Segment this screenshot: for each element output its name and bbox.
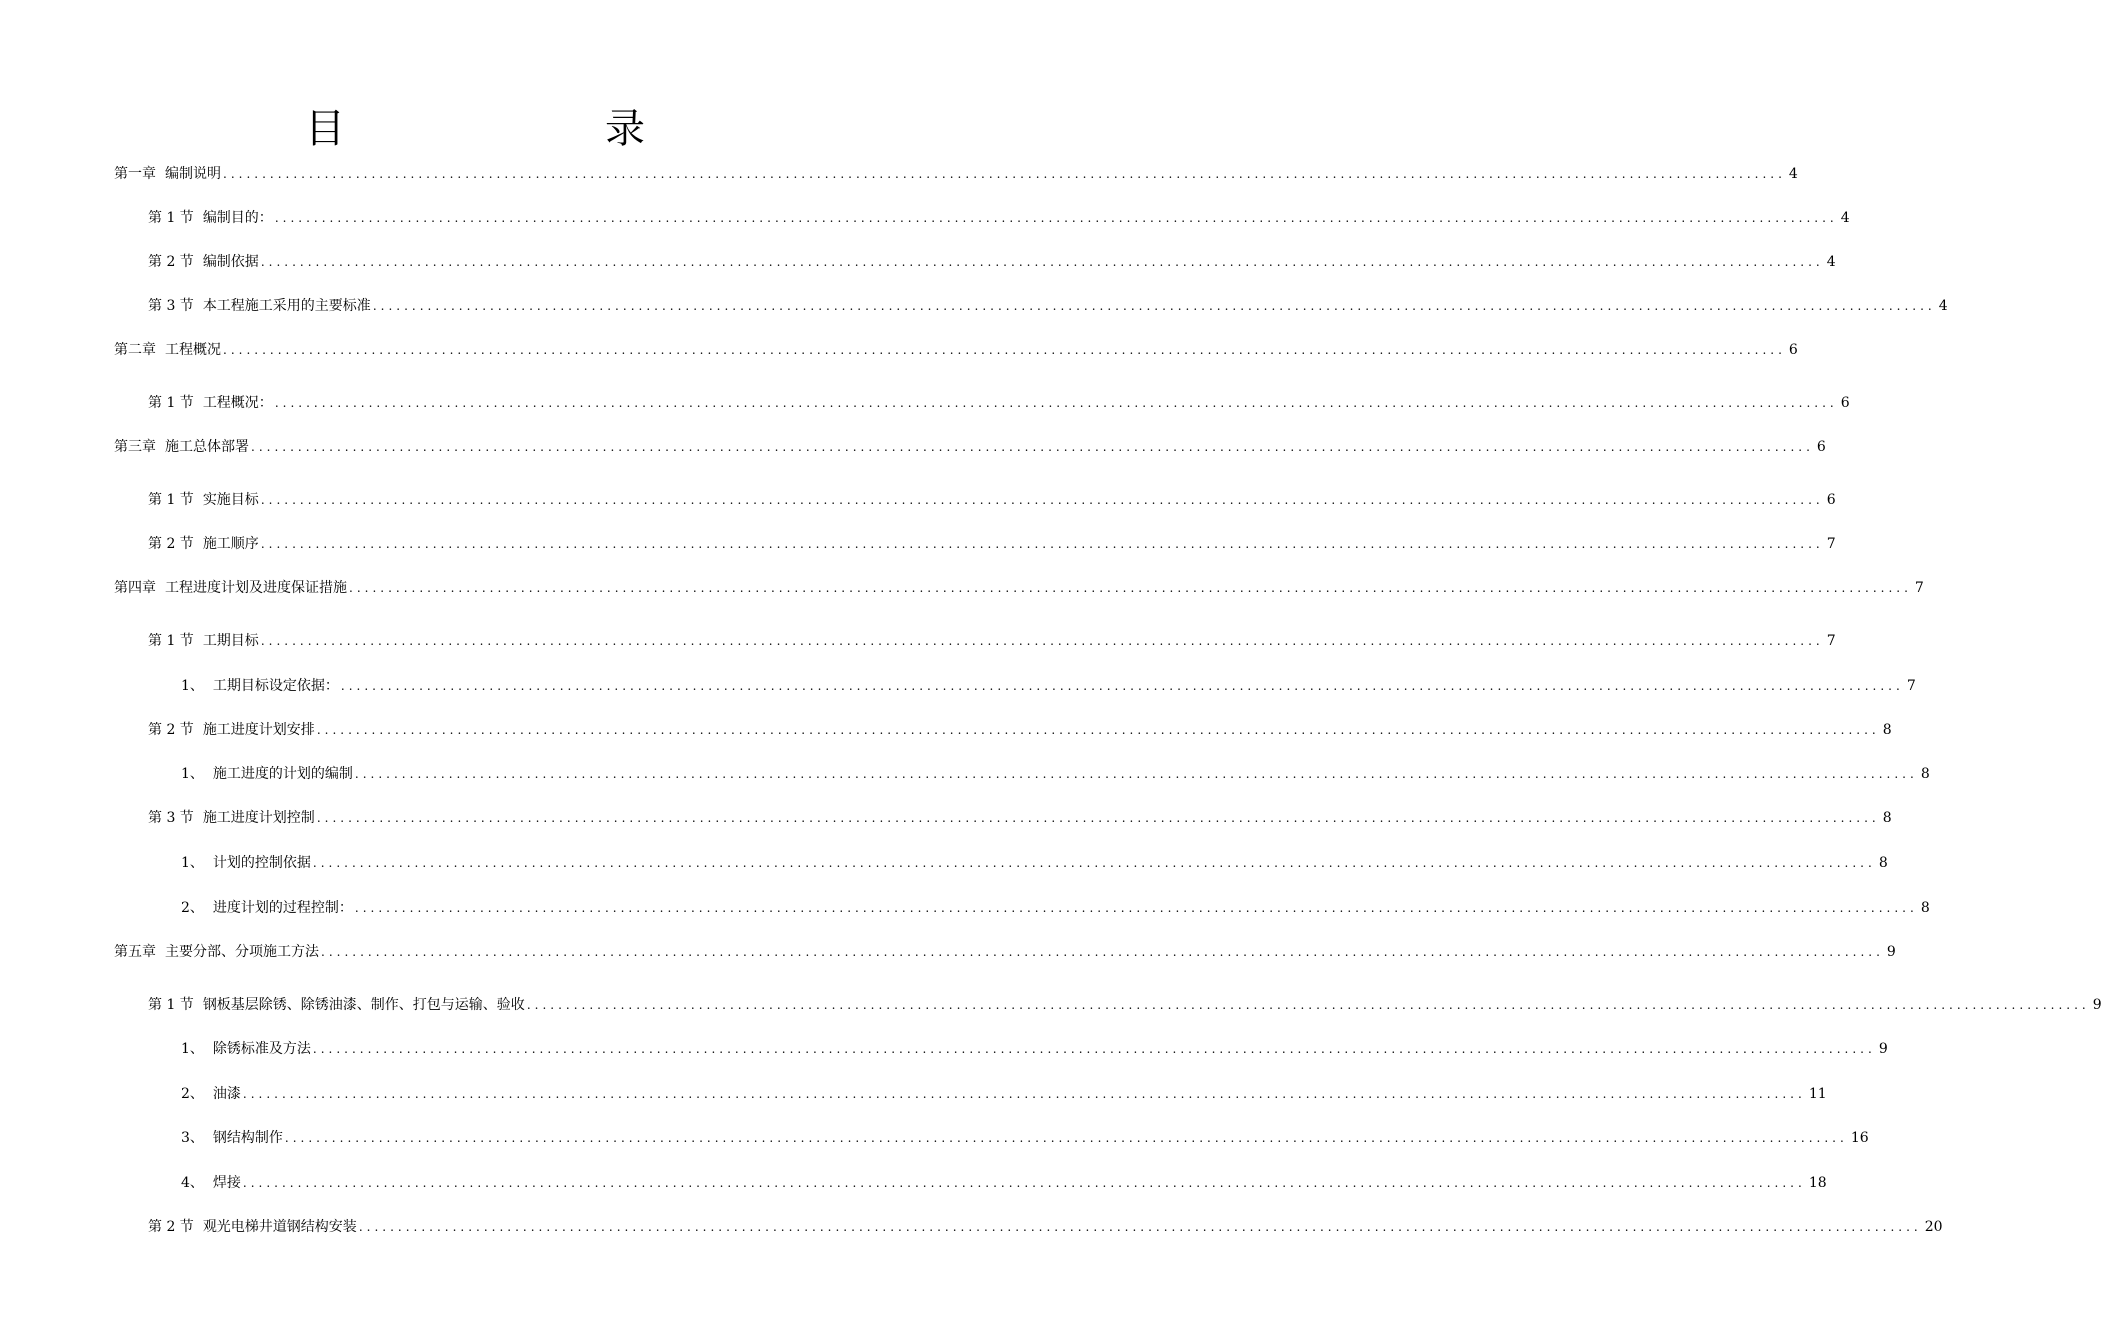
toc-entry-page: 18	[1808, 1175, 1827, 1191]
toc-entry-page: 8	[1882, 722, 1892, 738]
toc-leader-dots: ........................................................................................................................................................................................................	[260, 634, 1824, 648]
toc-entry-number: 第 3 节	[148, 810, 194, 826]
toc-entry-page: 9	[2092, 997, 2102, 1013]
toc-entry-number: 1、	[181, 678, 204, 694]
toc-entry-section[interactable]	[148, 296, 1948, 316]
toc-entry-number: 第 1 节	[148, 492, 194, 508]
toc-leader-dots: ........................................................................................................................................................................................................	[316, 723, 1880, 737]
toc-entry-title: 施工进度的计划的编制	[212, 766, 353, 782]
toc-entry-title: 观光电梯井道钢结构安装	[202, 1219, 357, 1235]
toc-leader-dots: ........................................................................................................................................................................................................	[223, 343, 1786, 357]
toc-entry-title: 工程进度计划及进度保证措施	[165, 580, 347, 596]
toc-entry-section[interactable]	[148, 393, 1850, 413]
toc-leader-dots: ........................................................................................................................................................................................................	[274, 211, 1838, 225]
toc-entry-title: 钢板基层除锈、除锈油漆、制作、打包与运输、验收	[202, 997, 525, 1013]
toc-entry-section[interactable]	[148, 1217, 1943, 1237]
toc-leader-dots: ........................................................................................................................................................................................................	[284, 1131, 1848, 1145]
toc-leader-dots: ........................................................................................................................................................................................................	[526, 998, 2090, 1012]
toc-entry-title: 工期目标设定依据：	[212, 678, 339, 694]
toc-entry-page: 20	[1924, 1219, 1943, 1235]
page-title: 目 录	[305, 106, 705, 152]
toc-entry-number: 2、	[181, 900, 204, 916]
toc-entry-number: 1、	[181, 766, 204, 782]
toc-leader-dots: ........................................................................................................................................................................................................	[372, 299, 1936, 313]
toc-entry-title: 编制目的：	[202, 210, 273, 226]
toc-entry-number: 4、	[181, 1175, 204, 1191]
toc-entry-number: 第 1 节	[148, 395, 194, 411]
toc-leader-dots: ........................................................................................................................................................................................................	[242, 1087, 1806, 1101]
toc-entry-title: 焊接	[212, 1175, 241, 1191]
toc-leader-dots: ........................................................................................................................................................................................................	[242, 1176, 1806, 1190]
toc-entry-title: 进度计划的过程控制：	[212, 900, 353, 916]
toc-entry-title: 编制依据	[202, 254, 259, 270]
toc-entry-label	[181, 898, 353, 918]
toc-leader-dots: ........................................................................................................................................................................................................	[340, 679, 1904, 693]
toc-entry-title: 施工进度计划安排	[202, 722, 315, 738]
toc-entry-page: 8	[1878, 855, 1888, 871]
toc-entry-page: 16	[1850, 1130, 1869, 1146]
toc-leader-dots: ........................................................................................................................................................................................................	[312, 1042, 1876, 1056]
toc-leader-dots: ........................................................................................................................................................................................................	[260, 255, 1824, 269]
toc-entry-number: 第 2 节	[148, 536, 194, 552]
toc-entry-label	[114, 164, 221, 184]
toc-entry-label	[181, 1173, 241, 1193]
toc-entry-label	[114, 437, 249, 457]
toc-entry-item[interactable]	[181, 1128, 1869, 1148]
toc-leader-dots: ........................................................................................................................................................................................................	[349, 581, 1912, 595]
toc-leader-dots: ........................................................................................................................................................................................................	[354, 767, 1918, 781]
toc-entry-number: 第 2 节	[148, 722, 194, 738]
toc-entry-label	[148, 296, 371, 316]
toc-entry-number: 第 2 节	[148, 254, 194, 270]
toc-entry-label	[148, 808, 315, 828]
toc-entry-item[interactable]	[181, 1039, 1888, 1059]
toc-entry-label	[148, 393, 273, 413]
toc-entry-title: 钢结构制作	[212, 1130, 283, 1146]
toc-entry-chapter[interactable]	[114, 340, 1798, 360]
toc-entry-label	[148, 631, 259, 651]
toc-entry-page: 11	[1808, 1086, 1827, 1102]
toc-entry-label	[148, 208, 273, 228]
toc-entry-label	[148, 1217, 357, 1237]
toc-entry-number: 第四章	[114, 580, 156, 596]
toc-leader-dots: ........................................................................................................................................................................................................	[274, 396, 1838, 410]
toc-entry-section[interactable]	[148, 808, 1892, 828]
toc-entry-page: 6	[1788, 342, 1798, 358]
toc-leader-dots: ........................................................................................................................................................................................................	[321, 945, 1884, 959]
toc-entry-number: 第 3 节	[148, 298, 194, 314]
toc-entry-section[interactable]	[148, 252, 1836, 272]
toc-entry-label	[181, 1128, 283, 1148]
toc-entry-title: 主要分部、分项施工方法	[165, 944, 319, 960]
toc-entry-label	[181, 853, 311, 873]
toc-leader-dots: ........................................................................................................................................................................................................	[312, 856, 1876, 870]
toc-leader-dots: ........................................................................................................................................................................................................	[358, 1220, 1922, 1234]
toc-entry-item[interactable]	[181, 676, 1916, 696]
toc-entry-page: 4	[1938, 298, 1948, 314]
toc-entry-title: 实施目标	[202, 492, 259, 508]
toc-entry-title: 计划的控制依据	[212, 855, 311, 871]
toc-entry-chapter[interactable]	[114, 437, 1826, 457]
toc-entry-number: 第三章	[114, 439, 156, 455]
toc-entry-number: 第 1 节	[148, 633, 194, 649]
toc-entry-chapter[interactable]	[114, 164, 1798, 184]
toc-leader-dots: ........................................................................................................................................................................................................	[251, 440, 1814, 454]
toc-entry-section[interactable]	[148, 720, 1892, 740]
toc-entry-page: 9	[1878, 1041, 1888, 1057]
toc-entry-label	[148, 995, 525, 1015]
toc-entry-number: 第 1 节	[148, 210, 194, 226]
toc-entry-title: 本工程施工采用的主要标准	[202, 298, 371, 314]
toc-entry-label	[181, 1039, 311, 1059]
toc-entry-page: 4	[1840, 210, 1850, 226]
toc-entry-page: 9	[1886, 944, 1896, 960]
toc-entry-item[interactable]	[181, 853, 1888, 873]
toc-entry-page: 4	[1788, 166, 1798, 182]
toc-entry-chapter[interactable]	[114, 942, 1896, 962]
toc-entry-section[interactable]	[148, 995, 2102, 1015]
toc-entry-label	[181, 676, 339, 696]
toc-entry-page: 6	[1816, 439, 1826, 455]
toc-entry-item[interactable]	[181, 764, 1930, 784]
toc-entry-number: 2、	[181, 1086, 204, 1102]
toc-entry-number: 第 2 节	[148, 1219, 194, 1235]
toc-entry-number: 第五章	[114, 944, 156, 960]
toc-entry-title: 油漆	[212, 1086, 241, 1102]
toc-entry-label	[181, 764, 353, 784]
toc-entry-label	[114, 578, 347, 598]
toc-leader-dots: ........................................................................................................................................................................................................	[260, 537, 1824, 551]
toc-leader-dots: ........................................................................................................................................................................................................	[260, 493, 1824, 507]
toc-entry-page: 8	[1920, 900, 1930, 916]
toc-entry-number: 第二章	[114, 342, 156, 358]
toc-entry-item[interactable]	[181, 1084, 1827, 1104]
toc-entry-item[interactable]	[181, 1173, 1827, 1193]
toc-entry-title: 工期目标	[202, 633, 259, 649]
toc-entry-section[interactable]	[148, 631, 1836, 651]
toc-entry-title: 施工进度计划控制	[202, 810, 315, 826]
toc-entry-title: 工程概况	[165, 342, 221, 358]
toc-entry-label	[148, 252, 259, 272]
toc-entry-number: 3、	[181, 1130, 204, 1146]
toc-leader-dots: ........................................................................................................................................................................................................	[223, 167, 1786, 181]
toc-entry-page: 8	[1882, 810, 1892, 826]
toc-entry-number: 第一章	[114, 166, 156, 182]
toc-entry-title: 工程概况：	[202, 395, 273, 411]
toc-entry-label	[114, 942, 319, 962]
toc-entry-page: 4	[1826, 254, 1836, 270]
toc-entry-title: 除锈标准及方法	[212, 1041, 311, 1057]
toc-entry-label	[148, 720, 315, 740]
toc-entry-section[interactable]	[148, 490, 1836, 510]
toc-leader-dots: ........................................................................................................................................................................................................	[316, 811, 1880, 825]
toc-entry-chapter[interactable]	[114, 578, 1924, 598]
toc-entry-page: 6	[1826, 492, 1836, 508]
toc-entry-page: 7	[1826, 536, 1836, 552]
toc-entry-page: 7	[1914, 580, 1924, 596]
toc-entry-title: 编制说明	[165, 166, 221, 182]
toc-entry-label	[114, 340, 221, 360]
toc-entry-number: 1、	[181, 1041, 204, 1057]
toc-entry-page: 7	[1826, 633, 1836, 649]
toc-entry-title: 施工顺序	[202, 536, 259, 552]
toc-entry-number: 第 1 节	[148, 997, 194, 1013]
toc-entry-page: 7	[1906, 678, 1916, 694]
toc-entry-label	[148, 534, 259, 554]
toc-entry-item[interactable]	[181, 898, 1930, 918]
toc-entry-page: 8	[1920, 766, 1930, 782]
toc-entry-number: 1、	[181, 855, 204, 871]
toc-entry-label	[148, 490, 259, 510]
toc-entry-label	[181, 1084, 241, 1104]
toc-leader-dots: ........................................................................................................................................................................................................	[354, 901, 1918, 915]
toc-entry-section[interactable]	[148, 534, 1836, 554]
toc-entry-section[interactable]	[148, 208, 1850, 228]
toc-entry-title: 施工总体部署	[165, 439, 249, 455]
toc-entry-page: 6	[1840, 395, 1850, 411]
